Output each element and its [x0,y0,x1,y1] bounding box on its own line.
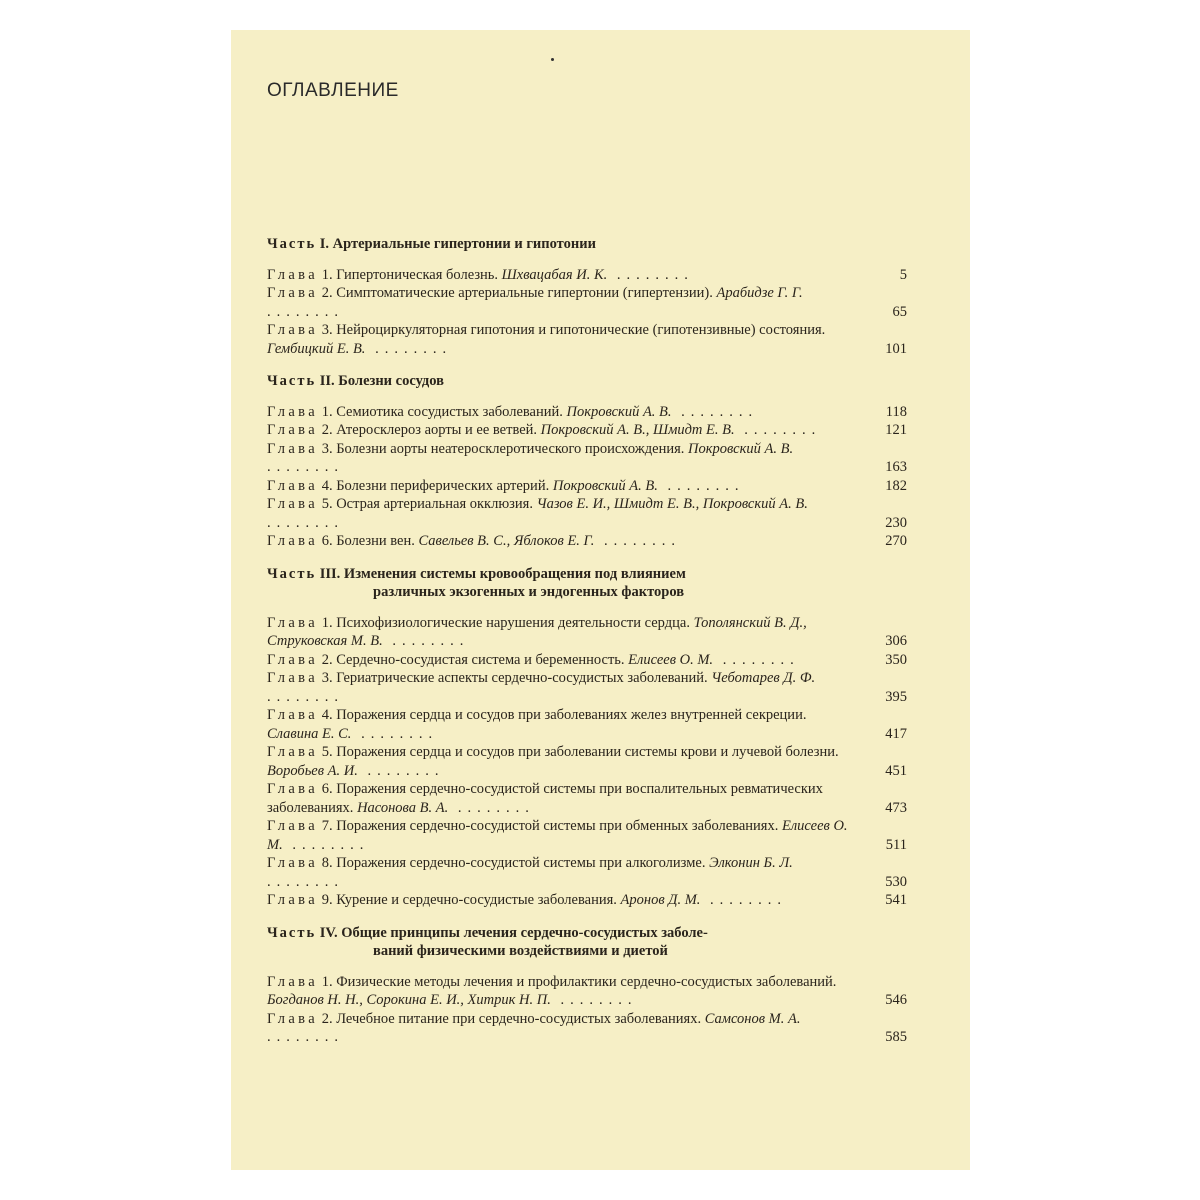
chapter-label: Глава [267,973,319,990]
toc-entry [267,651,907,670]
leader-dots: ........ [713,651,800,668]
chapter-title: 6. Поражения сердечно-сосудистой системы при воспалительных ревматических заболеваниях. [267,781,823,816]
page-title: ОГЛАВЛЕНИЕ [267,80,399,101]
part-name: IV. Общие принципы лечения сердечно-сосудистых заболе- [319,924,708,941]
page-number: 306 [885,633,907,649]
chapter-author: Елисеев О. М. [267,818,848,853]
toc-part [267,924,907,1047]
chapter-title: 3. Гериатрические аспекты сердечно-сосудистых заболеваний. [321,670,708,686]
leader-dots: ........ [594,533,681,549]
toc-entry [267,973,907,1010]
chapter-label: Глава [267,781,319,797]
part-name-continued: ваний физическими воздействиями и диетой [373,943,668,959]
toc-entry [267,266,907,285]
chapter-label: Глава [267,651,319,668]
page-number: 546 [885,992,907,1008]
chapter-title: 3. Болезни аорты неатеросклеротического происхождения. [321,440,685,457]
toc-entry [267,706,907,743]
chapter-label: Глава [267,440,319,457]
toc-entry [267,532,907,551]
chapter-author: Гембицкий Е. В. [267,340,366,357]
part-name: I. Артериальные гипертонии и гипотонии [319,236,596,252]
chapter-author: Чеботарев Д. Ф. [711,670,816,686]
page-number: 451 [885,762,907,779]
chapter-author: Покровский А. В., Шмидт Е. В. [540,422,735,438]
chapter-label: Глава [267,422,319,438]
chapter-label: Глава [267,285,319,301]
leader-dots: ........ [700,892,788,908]
page-number: 473 [885,799,907,816]
chapter-title: 5. Поражения сердца и сосудов при заболевании системы крови и лучевой болезни. [321,744,839,760]
spacer [267,254,907,266]
part-label: Часть [267,565,317,582]
leader-dots: ........ [550,992,638,1008]
leader-dots: ........ [357,762,445,779]
leader-dots: ........ [671,403,759,420]
chapter-author: Елисеев О. М. [628,651,714,668]
chapter-label: Глава [267,614,319,631]
leader-dots: ........ [448,799,535,816]
chapter-author: Самсонов М. А. [704,1010,801,1027]
toc-part [267,372,907,551]
page-number: 163 [885,459,907,475]
toc-entry [267,421,907,440]
toc-entry [267,891,907,910]
chapter-label: Глава [267,892,319,908]
page-number: 395 [885,688,907,705]
page-number: 530 [885,873,907,890]
page-number: 5 [899,266,907,283]
table-of-contents [267,235,907,1061]
chapter-author: Покровский А. В. [566,403,672,420]
page-number: 541 [885,892,907,908]
page-number: 65 [892,303,907,320]
chapter-label: Глава [267,322,319,338]
chapter-title: 9. Курение и сердечно-сосудистые заболевания. [321,892,617,908]
leader-dots: ........ [382,633,470,649]
leader-dots: ........ [267,459,344,475]
part-name: III. Изменения системы кровообращения под влиянием [319,565,686,582]
part-label: Часть [267,373,317,389]
part-title [267,372,907,391]
chapter-label: Глава [267,670,319,686]
toc-entry [267,817,907,854]
toc-entry [267,854,907,891]
chapter-title: 1. Гипертоническая болезнь. [321,266,499,283]
toc-entry [267,321,907,358]
leader-dots: ........ [267,688,344,705]
page-number: 511 [885,836,907,853]
page-number: 417 [885,725,907,742]
toc-entry [267,403,907,422]
chapter-author: Насонова В. А. [357,799,449,816]
chapter-label: Глава [267,744,319,760]
chapter-title: 4. Поражения сердца и сосудов при заболеваниях желез внутренней секреции. [321,707,807,723]
toc-entry [267,495,907,532]
chapter-author: Покровский А. В. [552,477,658,494]
leader-dots: ........ [365,340,453,357]
part-title [267,235,907,254]
page-number: 182 [885,477,907,494]
page-number: 270 [885,533,907,549]
part-label: Часть [267,236,317,252]
chapter-label: Глава [267,855,319,871]
spacer [267,391,907,403]
chapter-title: 1. Психофизиологические нарушения деятельности сердца. [321,614,690,631]
leader-dots: ........ [267,873,344,890]
chapter-author: Воробьев А. И. [267,762,358,779]
page-number: 230 [885,514,907,531]
page-number: 121 [885,422,907,438]
chapter-label: Глава [267,533,319,549]
chapter-author: Савельев В. С., Яблоков Е. Г. [418,533,595,549]
leader-dots: ........ [657,477,745,494]
chapter-label: Глава [267,707,319,723]
leader-dots: ........ [607,266,694,283]
chapter-title: 4. Болезни периферических артерий. [321,477,550,494]
leader-dots: ........ [267,303,344,320]
toc-part [267,235,907,358]
chapter-title: 2. Атеросклероз аорты и ее ветвей. [321,422,538,438]
toc-part [267,565,907,910]
toc-entry [267,1010,907,1047]
chapter-author: Арабидзе Г. Г. [716,285,803,301]
chapter-title: 8. Поражения сердечно-сосудистой системы при алкоголизме. [321,855,706,871]
chapter-title: 1. Семиотика сосудистых заболеваний. [321,403,563,420]
leader-dots: ........ [734,422,822,438]
chapter-title: 2. Лечебное питание при сердечно-сосудистых заболеваниях. [321,1010,702,1027]
chapter-title: 3. Нейроциркуляторная гипотония и гипотонические (гипотензивные) состояния. [321,322,826,338]
leader-dots: ........ [351,725,439,742]
chapter-label: Глава [267,818,319,834]
part-name: II. Болезни сосудов [319,373,444,389]
toc-entry [267,284,907,321]
chapter-label: Глава [267,496,319,512]
chapter-label: Глава [267,266,319,283]
chapter-title: 1. Физические методы лечения и профилактики сердечно-сосудистых заболеваний. [321,973,837,990]
scanned-page [231,30,970,1170]
page-number: 350 [885,651,907,668]
chapter-author: Тополянский В. Д., Струковская М. В. [267,614,807,649]
toc-entry [267,743,907,780]
chapter-title: 7. Поражения сердечно-сосудистой системы при обменных заболеваниях. [321,818,779,834]
toc-entry [267,669,907,706]
spacer [267,602,907,614]
chapter-title: 2. Симптоматические артериальные гипертонии (гипертензии). [321,285,713,301]
chapter-author: Элконин Б. Л. [709,855,793,871]
chapter-label: Глава [267,1010,319,1027]
chapter-author: Славина Е. С. [267,725,352,742]
part-label: Часть [267,924,317,941]
toc-entry [267,780,907,817]
toc-entry [267,614,907,651]
page-number: 101 [885,340,907,357]
chapter-label: Глава [267,403,319,420]
chapter-label: Глава [267,477,319,494]
chapter-author: Богданов Н. Н., Сорокина Е. И., Хитрик Н. П. [267,992,551,1008]
chapter-author: Аронов Д. М. [620,892,701,908]
spacer [267,961,907,973]
leader-dots: ........ [267,1029,344,1045]
leader-dots: ........ [282,836,370,853]
print-speck [551,58,554,61]
chapter-author: Шхвацабая И. К. [501,266,608,283]
page-number: 585 [885,1029,907,1045]
part-title [267,924,907,961]
toc-entry [267,477,907,496]
leader-dots: ........ [267,514,344,531]
chapter-title: 6. Болезни вен. [321,533,415,549]
chapter-author: Покровский А. В. [688,440,794,457]
chapter-title: 5. Острая артериальная окклюзия. [321,496,533,512]
toc-entry [267,440,907,477]
chapter-author: Чазов Е. И., Шмидт Е. В., Покровский А. В. [536,496,808,512]
chapter-title: 2. Сердечно-сосудистая система и беременность. [321,651,625,668]
part-name-continued: различных экзогенных и эндогенных факторов [373,584,685,600]
part-title [267,565,907,602]
page-number: 118 [885,403,907,420]
